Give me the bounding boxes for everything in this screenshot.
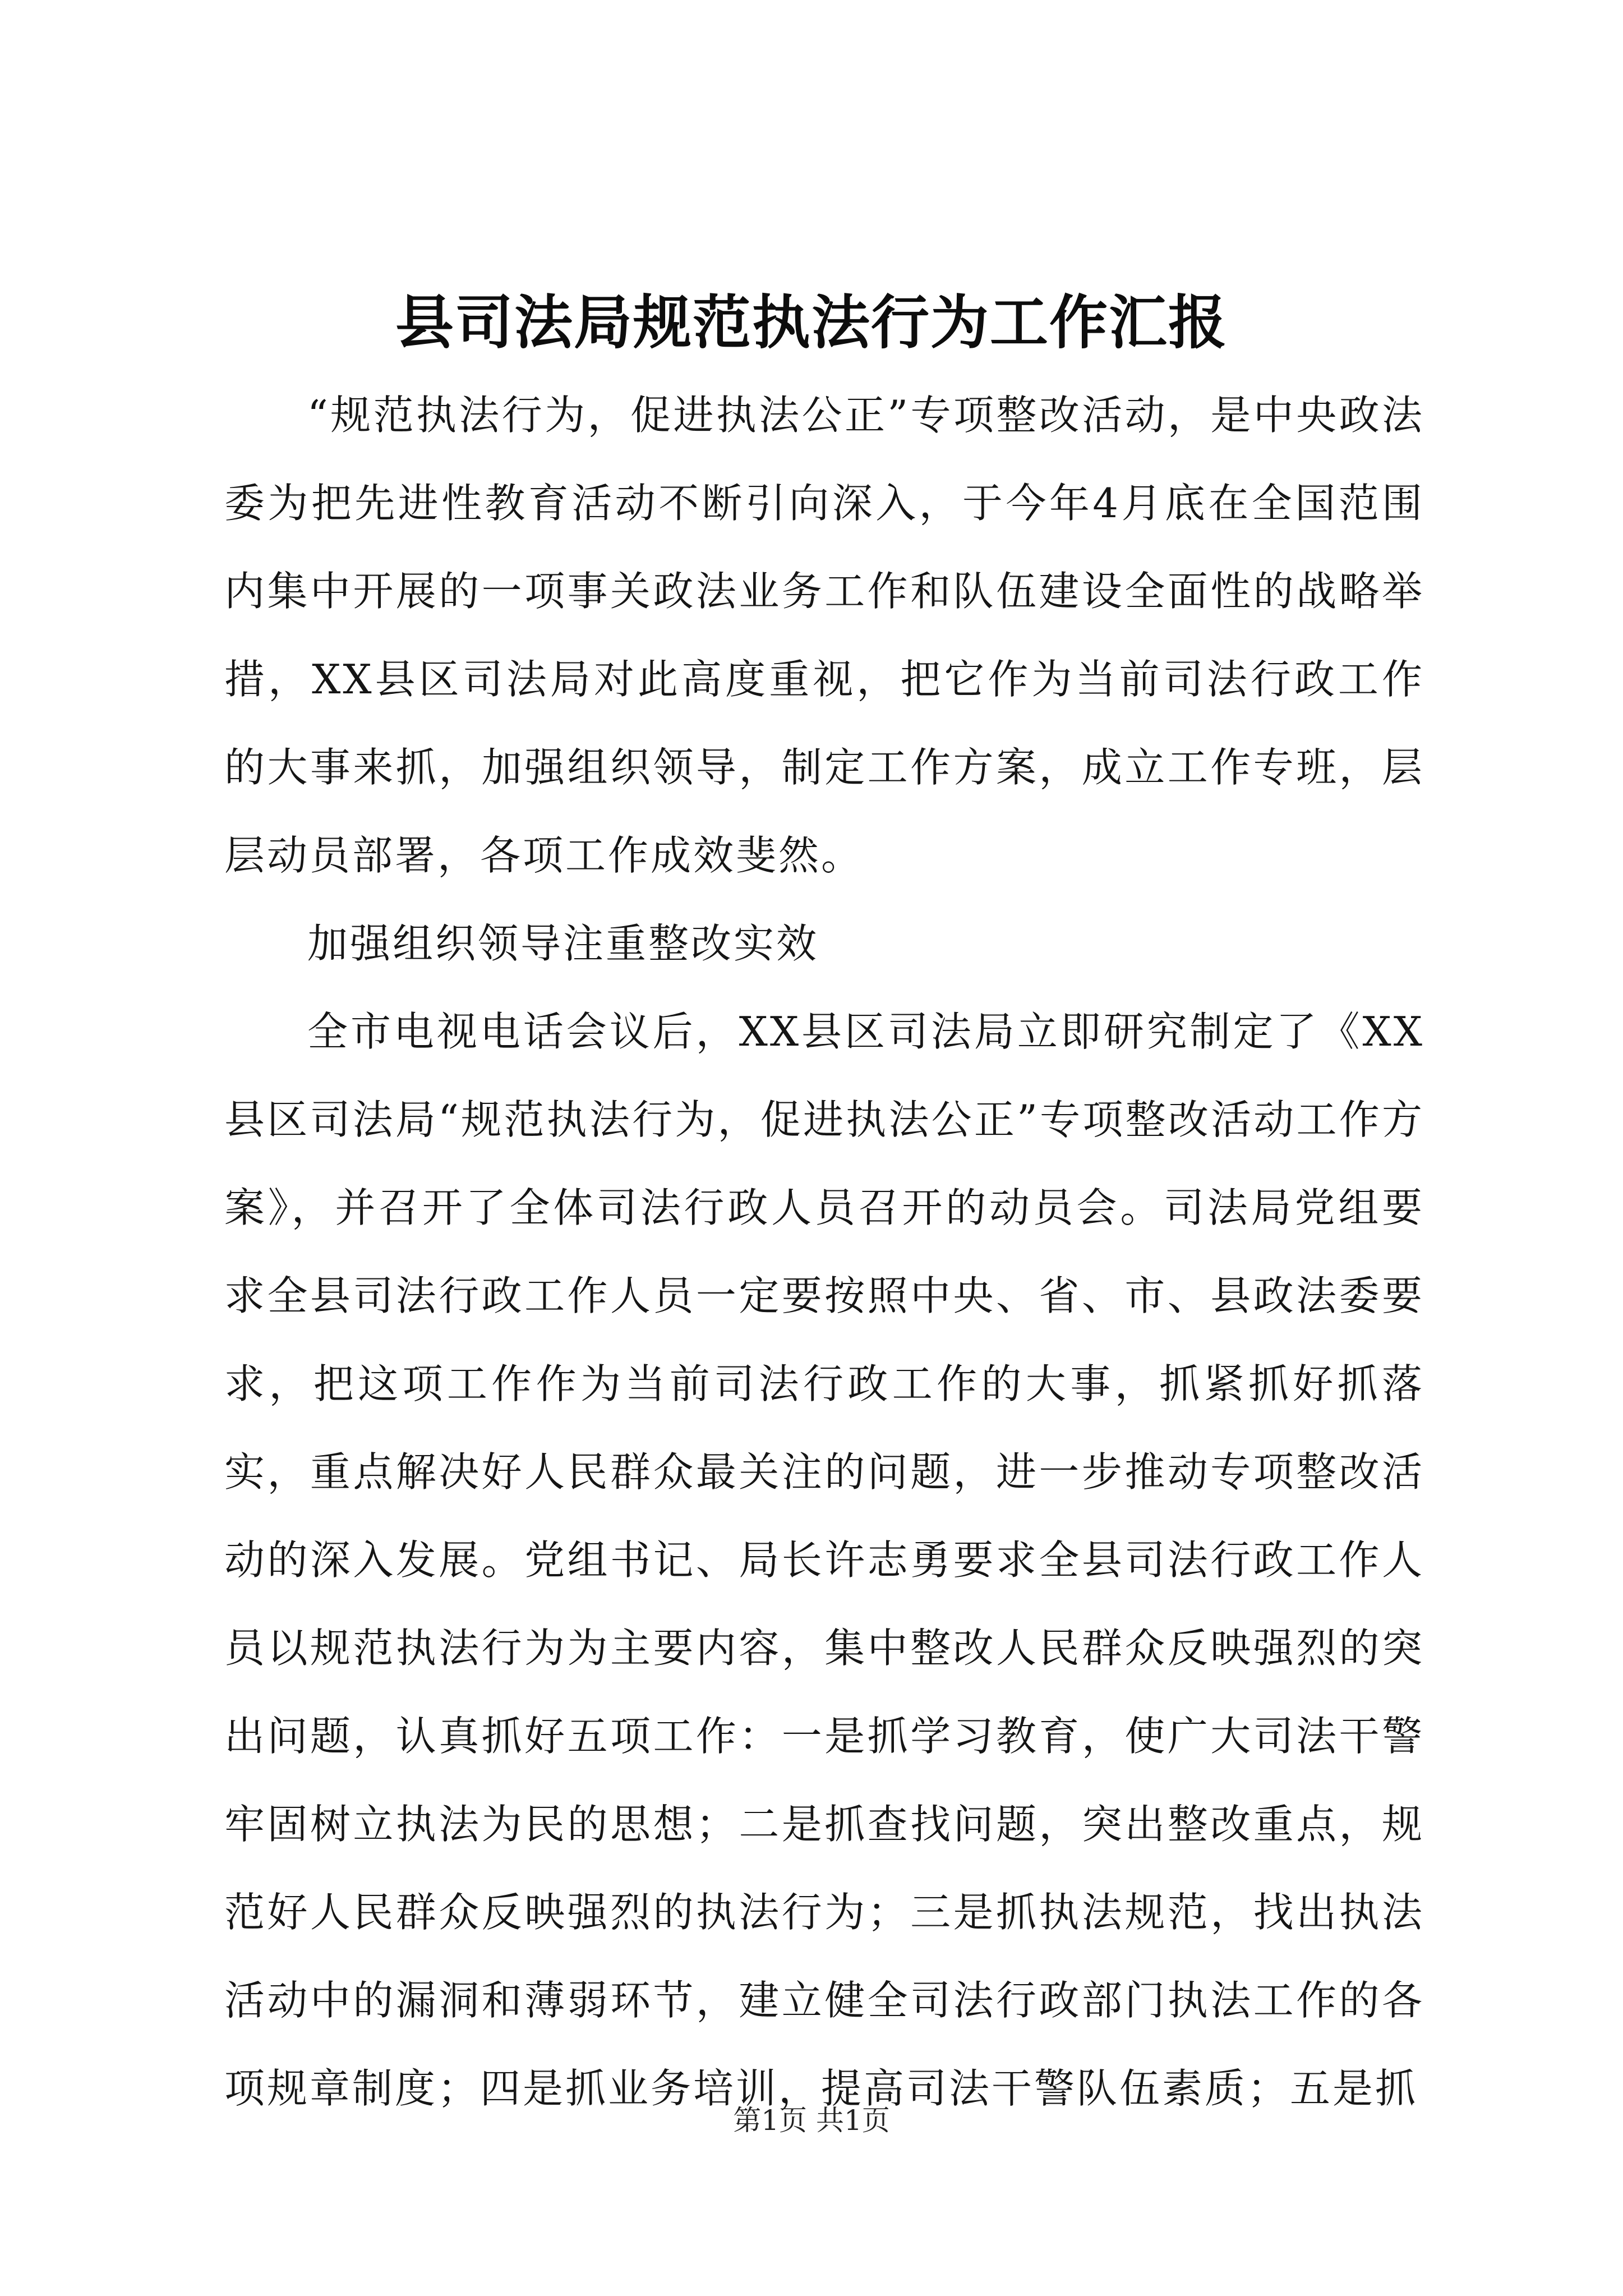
body-paragraph-main: 全市电视电话会议后，XX县区司法局立即研究制定了《XX县区司法局“规范执法行为，促进执法公正”专项整改活动工作方案》，并召开了全体司法行政人员召开的动员会。司法局党组要求全县司法行政工作人员一定要按照中央、省、市、县政法委要求，把这项工作作为当前司法行政工作的大事，抓紧抓好抓落实，重点解决好人民群众最关注的问题，进一步推动专项整改活动的深入发展。党组书记、局长许志勇要求全县司法行政工作人员以规范执法行为为主要内容，集中整改人民群众反映强烈的突出问题，认真抓好五项工作：一是抓学习教育，使广大司法干警牢固树立执法为民的思想；二是抓查找问题，突出整改重点，规范好人民群众反映强烈的执法行为；三是抓执法规范，找出执法活动中的漏洞和薄弱环节，建立健全司法行政部门执法工作的各项规章制度；四是抓业务培训，提高司法干警队伍素质；五是抓: [224, 1008, 1424, 2112]
page-number-footer: 第1页 共1页: [733, 2104, 890, 2137]
document-title: 县司法局规范执法行为工作汇报: [395, 288, 1228, 357]
document-body: [224, 371, 1424, 2133]
body-paragraph-intro: “规范执法行为，促进执法公正”专项整改活动，是中央政法委为把先进性教育活动不断引向深入，于今年4月底在全国范围内集中开展的一项事关政法业务工作和队伍建设全面性的战略举措，XX县区司法局对此高度重视，把它作为当前司法行政工作的大事来抓，加强组织领导，制定工作方案，成立工作专班，层层动员部署，各项工作成效斐然。: [224, 392, 1424, 879]
section-heading: 加强组织领导注重整改实效: [307, 920, 819, 967]
